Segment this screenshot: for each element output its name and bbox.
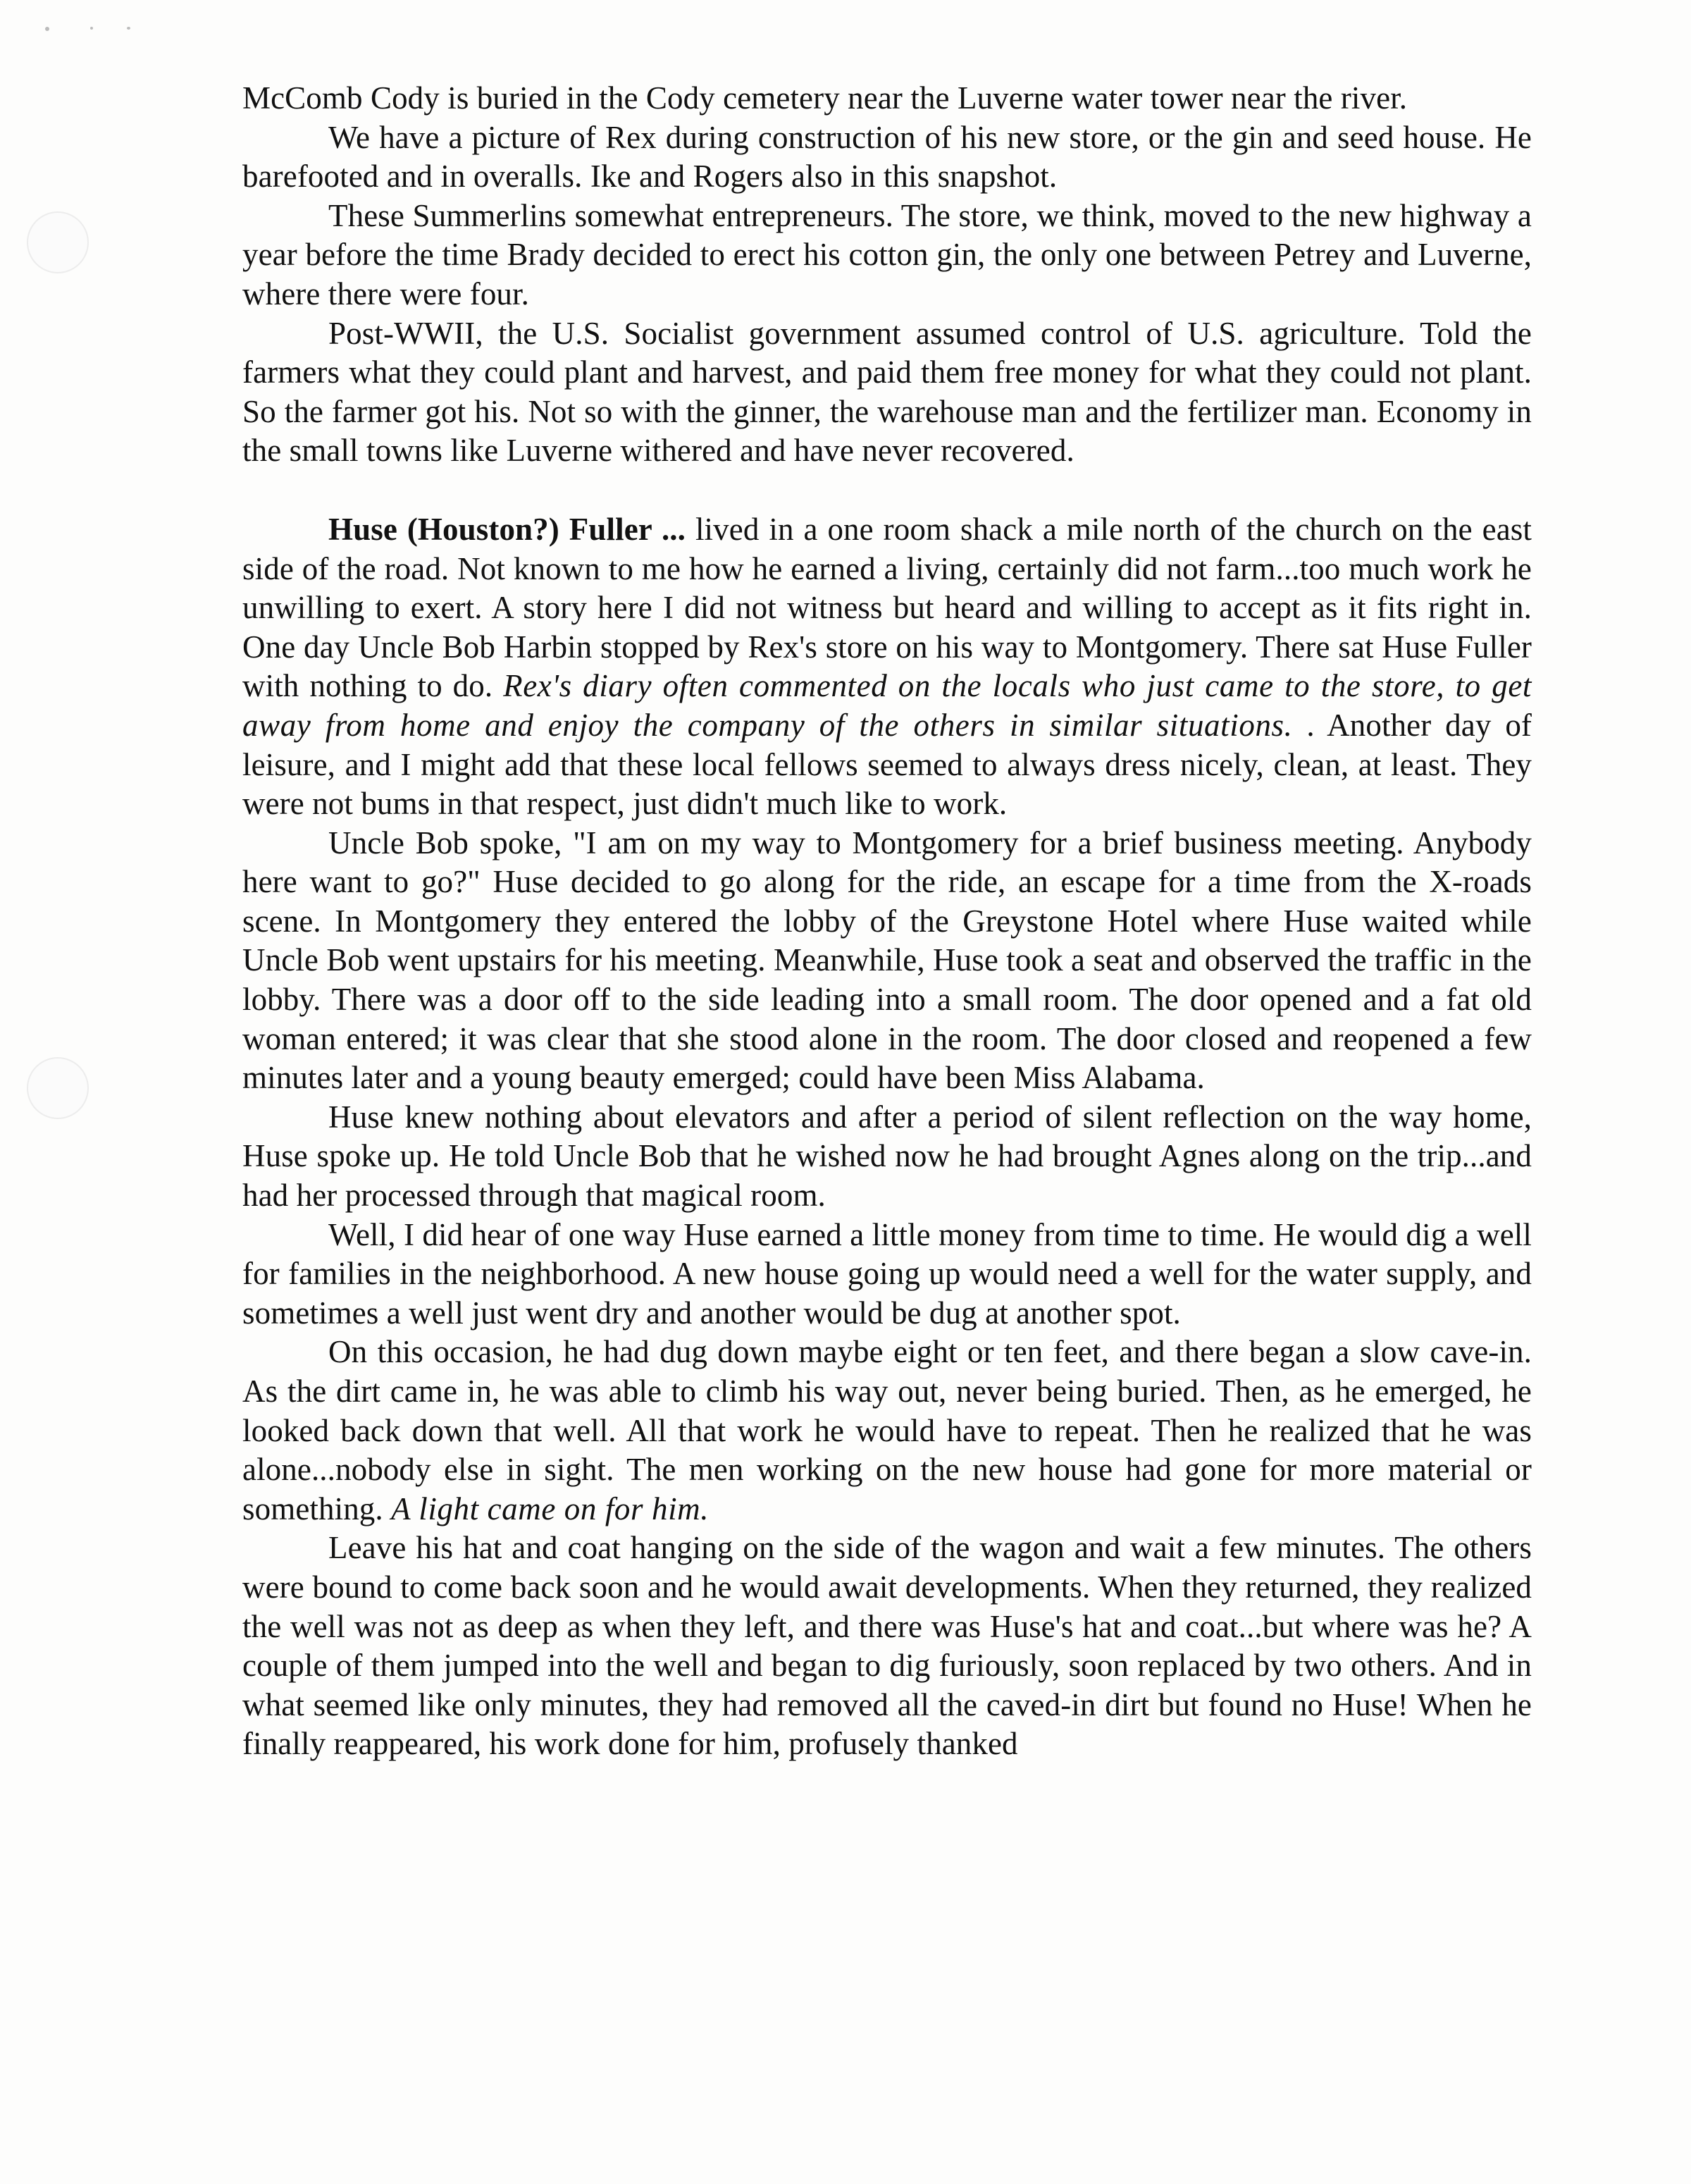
- scan-speck: [45, 27, 49, 31]
- paragraph-text: lived in a one room shack a mile north of the church on the east side of the road. Not known to me how he earned a living, certainly did not farm...too much work he unwilling to exert. A story here I did not witness but heard and willing to accept as it fits right in. One day Uncle Bob Harbin stopped by Rex's store on his way to Montgomery. There sat Huse Fuller with nothing to do.: [242, 511, 1532, 704]
- scan-speck: [90, 27, 93, 30]
- paragraph-text: McComb Cody is buried in the Cody cemetery near the Luverne water tower near the river.: [242, 80, 1408, 116]
- paragraph: [242, 824, 1532, 1098]
- binder-hole-top: [27, 211, 89, 273]
- paragraph: [242, 1529, 1532, 1764]
- paragraph-gap: [242, 471, 1532, 510]
- binder-hole-middle: [27, 1057, 89, 1119]
- paragraph: [242, 1216, 1532, 1333]
- scan-speck: [127, 27, 130, 30]
- paragraph: [242, 1333, 1532, 1529]
- paragraph-text: . Another day of leisure, and I might add that these local fellows seemed to always dress nicely, clean, at least. They were not bums in that respect, just didn't much like to work.: [242, 707, 1532, 822]
- paragraph: [242, 1098, 1532, 1216]
- paragraph: [242, 510, 1532, 824]
- bold-heading-text: Huse (Houston?) Fuller ...: [328, 511, 686, 547]
- paragraph-text: Leave his hat and coat hanging on the side of the wagon and wait a few minutes. The others were bound to come back soon and he would await developments. When they returned, they realized the well was not as deep as when they left, and there was Huse's hat and coat...but where was he? A couple of them jumped into the well and began to dig furiously, soon replaced by two others. And in what seemed like only minutes, they had removed all the caved-in dirt but found no Huse! When he finally reappeared, his work done for him, profusely thanked: [242, 1530, 1532, 1762]
- italic-text: Rex's diary often commented on the locals who just came to the store, to get away from home and enjoy the company of the others in similar situations.: [242, 668, 1532, 743]
- paragraph-text: Uncle Bob spoke, "I am on my way to Montgomery for a brief business meeting. Anybody here want to go?" Huse decided to go along for the ride, an escape for a time from the X-roads scene. In Montgomery they entered the lobby of the Greystone Hotel where Huse waited while Uncle Bob went upstairs for his meeting. Meanwhile, Huse took a seat and observed the traffic in the lobby. There was a door off to the side leading into a small room. The door opened and a fat old woman entered; it was clear that she stood alone in the room. The door closed and reopened a few minutes later and a young beauty emerged; could have been Miss Alabama.: [242, 825, 1532, 1096]
- paragraph-text: Post-WWII, the U.S. Socialist government assumed control of U.S. agriculture. Told the farmers what they could plant and harvest, and paid them free money for what they could not plant. So the farmer got his. Not so with the ginner, the warehouse man and the fertilizer man. Economy in the small towns like Luverne withered and have never recovered.: [242, 315, 1532, 469]
- paragraph-text: On this occasion, he had dug down maybe eight or ten feet, and there began a slow cave-in. As the dirt came in, he was able to climb his way out, never being buried. Then, as he emerged, he looked back down that well. All that work he would have to repeat. Then he realized that he was alone...nobody else in sight. The men working on the new house had gone for more material or something.: [242, 1334, 1532, 1526]
- paragraph: [242, 118, 1532, 197]
- paragraph: [242, 314, 1532, 471]
- paragraph-text: Well, I did hear of one way Huse earned a little money from time to time. He would dig a well for families in the neighborhood. A new house going up would need a well for the water supply, and sometimes a well just went dry and another would be dug at another spot.: [242, 1216, 1532, 1331]
- paragraph: [242, 197, 1532, 314]
- document-body: [242, 79, 1532, 1764]
- paragraph-text: These Summerlins somewhat entrepreneurs. The store, we think, moved to the new highway a year before the time Brady decided to erect his cotton gin, the only one between Petrey and Luverne, where there were four.: [242, 197, 1532, 311]
- paragraph: [242, 79, 1532, 118]
- paragraph-text: We have a picture of Rex during construction of his new store, or the gin and seed house. He barefooted and in overalls. Ike and Rogers also in this snapshot.: [242, 119, 1532, 195]
- paragraph-text: Huse knew nothing about elevators and after a period of silent reflection on the way home, Huse spoke up. He told Uncle Bob that he wished now he had brought Agnes along on the trip...and had her processed through that magical room.: [242, 1099, 1532, 1214]
- italic-text: A light came on for him.: [391, 1491, 710, 1526]
